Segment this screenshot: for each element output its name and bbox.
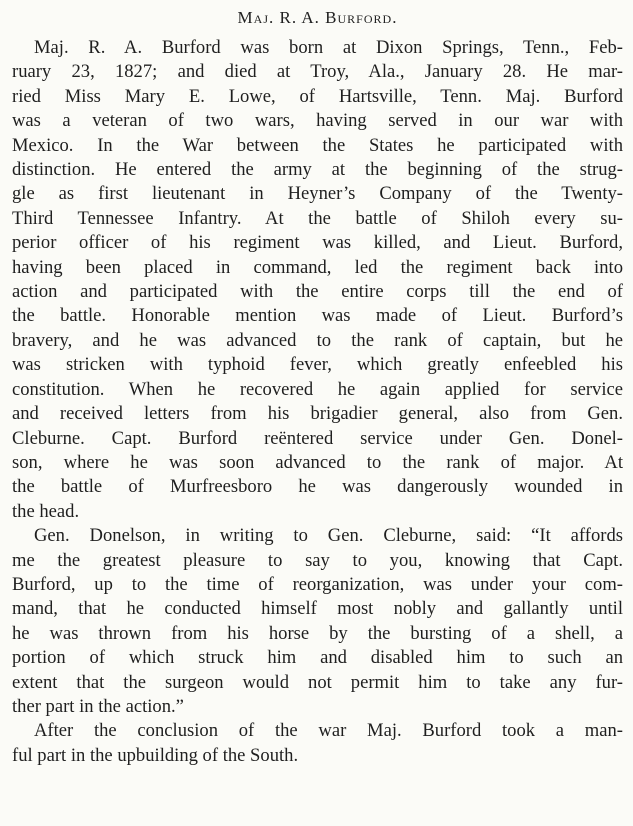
text-line: me the greatest pleasure to say to you, knowing that Capt. <box>12 549 623 571</box>
text-line: was a veteran of two wars, having served in our war with <box>12 110 623 132</box>
text-line: he was thrown from his horse by the bursting of a shell, a <box>12 622 623 644</box>
text-line: having been placed in command, led the regiment back into <box>12 256 623 278</box>
text-line: ried Miss Mary E. Lowe, of Hartsville, Tenn. Maj. Burford <box>12 85 623 107</box>
text-line: Gen. Donelson, in writing to Gen. Cleburne, said: “It affords <box>34 525 623 547</box>
paragraph <box>12 524 623 719</box>
text-line: extent that the surgeon would not permit him to take any fur- <box>12 671 623 693</box>
article-body <box>12 36 623 768</box>
text-line: Burford, up to the time of reorganization, was under your com- <box>12 573 623 595</box>
text-line: distinction. He entered the army at the beginning of the strug- <box>12 159 623 181</box>
paragraph <box>12 719 623 768</box>
text-line: Cleburne. Capt. Burford reëntered service under Gen. Donel- <box>12 427 623 449</box>
text-line: ruary 23, 1827; and died at Troy, Ala., January 28. He mar- <box>12 61 623 83</box>
text-line: mand, that he conducted himself most nobly and gallantly until <box>12 598 623 620</box>
text-line: Mexico. In the War between the States he participated with <box>12 134 623 156</box>
text-line: After the conclusion of the war Maj. Burford took a man- <box>34 720 623 742</box>
text-line: ful part in the upbuilding of the South. <box>12 744 299 766</box>
paragraph <box>12 36 623 524</box>
text-line: constitution. When he recovered he again applied for service <box>12 378 623 400</box>
text-line: son, where he was soon advanced to the rank of major. At <box>12 451 623 473</box>
text-line: ther part in the action.” <box>12 695 184 717</box>
text-line: portion of which struck him and disabled him to such an <box>12 647 623 669</box>
text-line: the battle of Murfreesboro he was dangerously wounded in <box>12 476 623 498</box>
text-line: the battle. Honorable mention was made of Lieut. Burford’s <box>12 305 623 327</box>
article-heading: Maj. R. A. Burford. <box>237 8 398 27</box>
text-line: bravery, and he was advanced to the rank of captain, but he <box>12 329 623 351</box>
text-line: Maj. R. A. Burford was born at Dixon Springs, Tenn., Feb- <box>34 37 623 58</box>
text-line: Third Tennessee Infantry. At the battle of Shiloh every su- <box>12 207 623 229</box>
text-line: and received letters from his brigadier general, also from Gen. <box>12 403 623 425</box>
text-line: was stricken with typhoid fever, which greatly enfeebled his <box>12 354 623 376</box>
text-line: action and participated with the entire corps till the end of <box>12 281 623 303</box>
text-line: gle as first lieutenant in Heyner’s Company of the Twenty- <box>12 183 623 205</box>
text-line: the head. <box>12 500 80 522</box>
text-line: perior officer of his regiment was killed, and Lieut. Burford, <box>12 232 623 254</box>
